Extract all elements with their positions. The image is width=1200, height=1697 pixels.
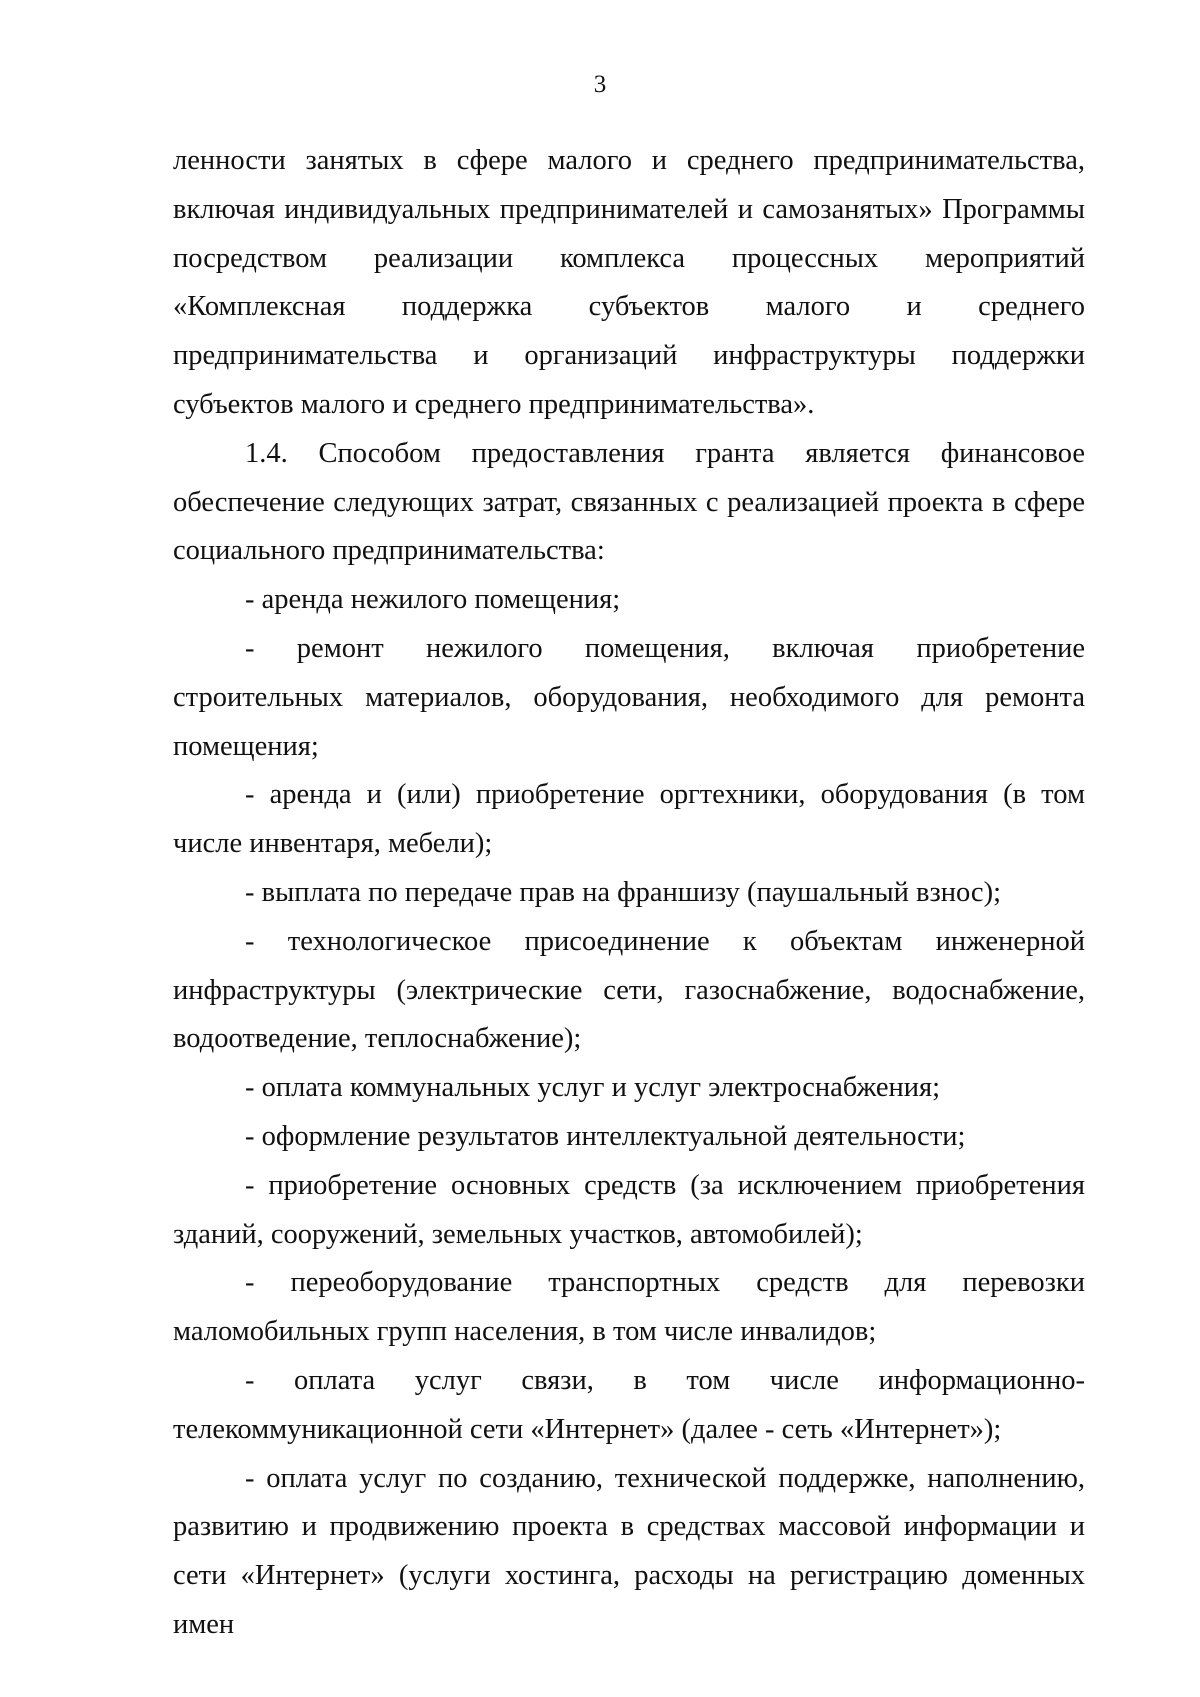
list-item-equipment: - аренда и (или) приобретение оргтехники, оборудования (в том числе инвентаря, мебели); — [173, 779, 1085, 860]
document-body — [173, 137, 1085, 1650]
page-number: 3 — [593, 71, 607, 98]
list-item-repair: - ремонт нежилого помещения, включая приобретение строительных материалов, оборудования, необходимого для ремонта помещения; — [173, 632, 1085, 762]
list-item-communications: - оплата услуг связи, в том числе информационно-телекоммуникационной сети «Интернет» (далее - сеть «Интернет»); — [173, 1364, 1085, 1445]
paragraph-1-4: 1.4. Способом предоставления гранта является финансовое обеспечение следующих затрат, связанных с реализацией проекта в сфере социального предпринимательства: — [173, 437, 1085, 567]
list-item-infrastructure: - технологическое присоединение к объектам инженерной инфраструктуры (электрические сети, газоснабжение, водоснабжение, водоотведение, теплоснабжение); — [173, 925, 1085, 1055]
list-item-vehicles: - переоборудование транспортных средств для перевозки маломобильных групп населения, в том числе инвалидов; — [173, 1267, 1085, 1348]
list-item-utilities: - оплата коммунальных услуг и услуг электроснабжения; — [245, 1072, 941, 1104]
list-item-fixed-assets: - приобретение основных средств (за исключением приобретения зданий, сооружений, земельных участков, автомобилей); — [173, 1169, 1085, 1250]
list-item-intellectual: - оформление результатов интеллектуальной деятельности; — [245, 1120, 966, 1152]
list-item-franchise: - выплата по передаче прав на франшизу (паушальный взнос); — [245, 876, 1001, 908]
paragraph-continuation: ленности занятых в сфере малого и среднего предпринимательства, включая индивидуальных предпринимателей и самозанятых» Программы посредством реализации комплекса процессных мероприятий «Комплексная поддержка субъектов малого и среднего предпринимательства и организаций инфраструктуры поддержки субъектов малого и среднего предпринимательства». — [173, 145, 1085, 420]
list-item-rent: - аренда нежилого помещения; — [245, 584, 621, 616]
list-item-media: - оплата услуг по созданию, технической поддержке, наполнению, развитию и продвижению проекта в средствах массовой информации и сети «Интернет» (услуги хостинга, расходы на регистрацию доменных имен — [173, 1462, 1085, 1640]
